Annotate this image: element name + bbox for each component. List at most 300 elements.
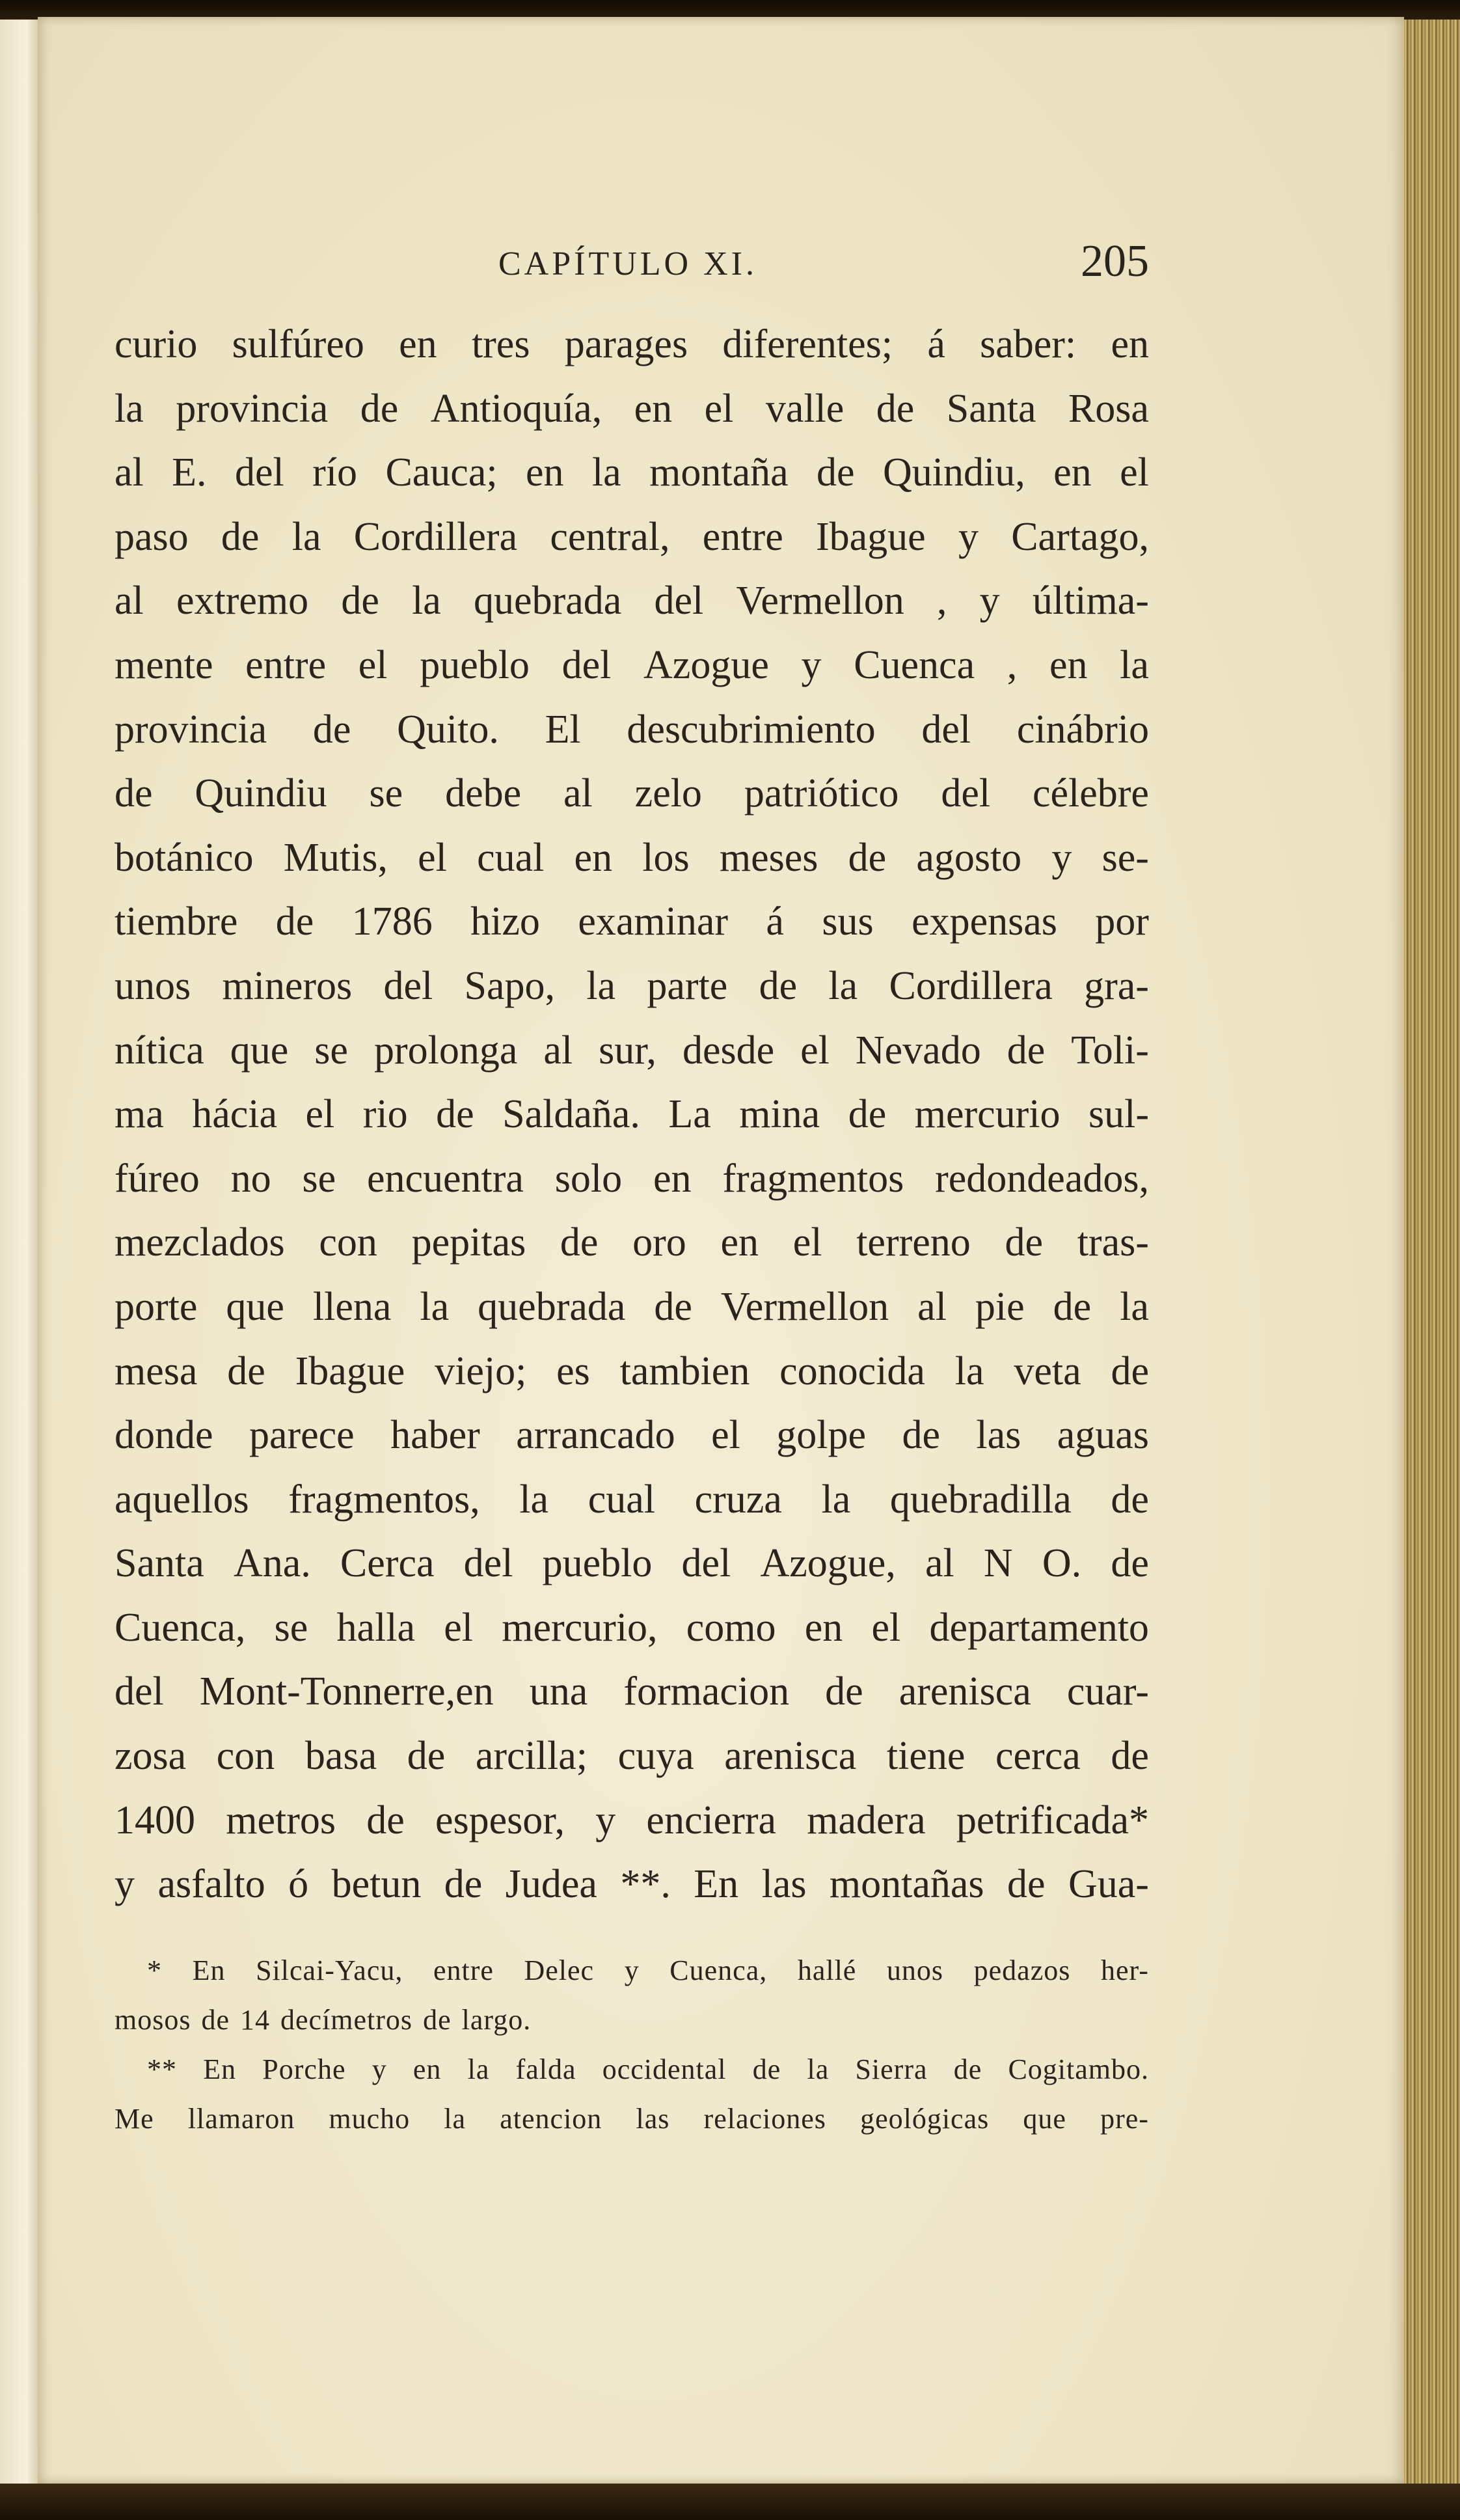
word: de xyxy=(275,899,314,944)
word: extremo xyxy=(176,579,309,623)
word: viejo; xyxy=(435,1349,527,1393)
word: desde xyxy=(682,1028,775,1073)
word: de xyxy=(312,707,351,752)
word: del xyxy=(115,1669,164,1714)
footnote-word: geológicas xyxy=(860,2103,990,2135)
word: hácia xyxy=(192,1092,278,1137)
footnote-word: Me xyxy=(115,2103,154,2135)
word: Santa xyxy=(946,386,1036,431)
word: pepitas xyxy=(411,1220,526,1265)
text-line xyxy=(115,569,1149,633)
word: del xyxy=(561,642,612,687)
word: del xyxy=(383,963,433,1008)
word: meses xyxy=(719,835,818,880)
binding-bottom xyxy=(0,2484,1460,2520)
footnote-word: y xyxy=(624,1954,640,1986)
word: de xyxy=(1111,1541,1149,1586)
word: Cerca xyxy=(340,1541,435,1586)
word: de xyxy=(759,963,798,1008)
text-line xyxy=(115,1852,1149,1917)
word: patriótico xyxy=(744,771,899,816)
word: la xyxy=(420,1284,450,1329)
word: En xyxy=(694,1862,739,1907)
word: redondeados, xyxy=(935,1156,1149,1201)
word: cuar- xyxy=(1066,1669,1149,1714)
word: montaña xyxy=(649,450,789,495)
word: departamento xyxy=(929,1605,1149,1650)
word: parages xyxy=(564,322,688,366)
page-number: 205 xyxy=(1081,236,1149,286)
word: al xyxy=(543,1028,573,1073)
word: fúreo xyxy=(115,1156,200,1201)
word: se xyxy=(274,1605,308,1650)
word: el xyxy=(1120,450,1149,495)
word: á xyxy=(766,899,784,944)
word: prolonga xyxy=(373,1028,518,1073)
word: mineros xyxy=(222,963,353,1008)
word: gra- xyxy=(1084,963,1149,1008)
footnote-word: her- xyxy=(1100,1954,1149,1986)
word: mezclados xyxy=(115,1220,285,1265)
word: en xyxy=(634,386,673,431)
word: tiene xyxy=(886,1734,966,1779)
footnote-word: y xyxy=(372,2053,387,2085)
word: el xyxy=(800,1028,830,1073)
word: Rosa xyxy=(1068,386,1149,431)
word: aguas xyxy=(1057,1413,1149,1458)
text-line xyxy=(115,1724,1149,1788)
word: encuentra xyxy=(367,1156,524,1201)
footnote-word: las xyxy=(636,2103,670,2135)
word: paso xyxy=(115,514,189,559)
word: fragmentos, xyxy=(288,1477,480,1522)
footnote-word: relaciones xyxy=(703,2103,826,2135)
word: N xyxy=(983,1541,1013,1586)
word: cruza xyxy=(694,1477,782,1522)
word: expensas xyxy=(912,899,1057,944)
word: pueblo xyxy=(542,1541,653,1586)
word: la xyxy=(1120,642,1149,687)
text-line xyxy=(115,890,1149,954)
word: á xyxy=(927,322,945,366)
word: tambien xyxy=(619,1349,750,1393)
footnote-word: de xyxy=(752,2053,781,2085)
text-line xyxy=(115,826,1149,890)
word: de xyxy=(1005,1220,1043,1265)
text-line xyxy=(115,1339,1149,1404)
footnote-word: unos xyxy=(886,1954,944,1986)
word: montañas xyxy=(829,1862,984,1907)
footnote-word: * xyxy=(147,1954,162,1986)
word: Vermellon xyxy=(720,1284,889,1329)
word: halla xyxy=(336,1605,416,1650)
text-line xyxy=(115,505,1149,569)
word: agosto xyxy=(916,835,1022,880)
footnote-word: de xyxy=(201,2004,230,2036)
word: Cauca; xyxy=(385,450,498,495)
footnote-word: hallé xyxy=(797,1954,857,1986)
word: de xyxy=(848,1092,887,1137)
footnote-word: la xyxy=(444,2103,466,2135)
footnote-word: mucho xyxy=(329,2103,411,2135)
word: por xyxy=(1095,899,1149,944)
page-header xyxy=(115,236,1149,301)
word: con xyxy=(319,1220,377,1265)
word: quebrada xyxy=(474,579,622,623)
word: y xyxy=(115,1862,135,1907)
word: Antioquía, xyxy=(430,386,602,431)
word: mercurio, xyxy=(502,1605,658,1650)
footnote-word: Delec xyxy=(524,1954,595,1986)
word: zelo xyxy=(634,771,702,816)
word: de xyxy=(825,1669,863,1714)
word: del xyxy=(681,1541,731,1586)
footnote-line xyxy=(115,2094,1149,2144)
text-line xyxy=(115,633,1149,698)
word: Santa xyxy=(115,1541,204,1586)
text-line xyxy=(115,312,1149,377)
footnote-word: de xyxy=(953,2053,982,2085)
footnote-word: largo. xyxy=(461,2004,532,2036)
word: betun xyxy=(331,1862,422,1907)
word: Cordillera xyxy=(353,514,518,559)
footnote-word: decímetros xyxy=(280,2004,413,2036)
word: de xyxy=(902,1413,940,1458)
footnote-word: ** xyxy=(147,2053,177,2085)
word: y xyxy=(595,1798,616,1842)
running-title: CAPÍTULO XI. xyxy=(498,245,757,282)
word: asfalto xyxy=(157,1862,265,1907)
footnote-word: llamaron xyxy=(187,2103,295,2135)
word: ó xyxy=(288,1862,309,1907)
word: se- xyxy=(1102,835,1149,880)
word: arenisca xyxy=(899,1669,1031,1714)
word: de xyxy=(1007,1028,1046,1073)
footnote-word: occidental xyxy=(602,2053,727,2085)
word: examinar xyxy=(578,899,728,944)
word: Vermellon xyxy=(736,579,904,623)
word: llena xyxy=(312,1284,392,1329)
word: la xyxy=(828,963,858,1008)
word: O. xyxy=(1042,1541,1082,1586)
word: y xyxy=(1051,835,1072,880)
word: saber: xyxy=(980,322,1077,366)
word: cual xyxy=(588,1477,655,1522)
footnotes xyxy=(115,1946,1149,2144)
word: E. xyxy=(172,450,207,495)
word: tiembre xyxy=(115,899,238,944)
word: en xyxy=(1111,322,1149,366)
word: las xyxy=(976,1413,1021,1458)
word: de xyxy=(876,386,915,431)
word: Ana. xyxy=(233,1541,311,1586)
word: mina xyxy=(739,1092,820,1137)
word: se xyxy=(302,1156,336,1201)
word: madera xyxy=(807,1798,926,1842)
word: espesor, xyxy=(435,1798,565,1842)
word: como xyxy=(686,1605,776,1650)
word: del xyxy=(234,450,284,495)
word: de xyxy=(360,386,399,431)
word: **. xyxy=(620,1862,671,1907)
footnote-word: mosos xyxy=(115,2004,191,2036)
text-line xyxy=(115,1147,1149,1211)
word: de xyxy=(366,1798,405,1842)
word: Nevado xyxy=(855,1028,981,1073)
word: La xyxy=(668,1092,711,1137)
word: arrancado xyxy=(516,1413,675,1458)
word: el xyxy=(711,1413,740,1458)
footnote-line xyxy=(115,1995,1149,2045)
footnote-word: que xyxy=(1023,2103,1066,2135)
word: encierra xyxy=(646,1798,777,1842)
word: cinábrio xyxy=(1016,707,1149,752)
word: quebrada xyxy=(478,1284,626,1329)
word: sul- xyxy=(1088,1092,1149,1137)
text-line xyxy=(115,1275,1149,1339)
word: 1786 xyxy=(351,899,433,944)
word: y xyxy=(958,514,979,559)
footnote-word: de xyxy=(423,2004,452,2036)
page-block-edge xyxy=(1404,20,1460,2520)
text-line xyxy=(115,1211,1149,1275)
word: del xyxy=(654,579,704,623)
word: del xyxy=(941,771,991,816)
text-line xyxy=(115,441,1149,505)
word: en xyxy=(804,1605,843,1650)
footnote-word: En xyxy=(192,1954,226,1986)
word: la xyxy=(412,579,441,623)
word: con xyxy=(216,1734,275,1779)
word: parte xyxy=(647,963,728,1008)
word: , xyxy=(1007,642,1018,687)
word: Saldaña. xyxy=(502,1092,640,1137)
word: entre xyxy=(245,642,327,687)
word: provincia xyxy=(176,386,329,431)
word: provincia xyxy=(115,707,267,752)
footnote-word: Cogitambo. xyxy=(1008,2053,1149,2085)
word: no xyxy=(230,1156,271,1201)
footnote-word: entre xyxy=(433,1954,494,1986)
word: Cordillera xyxy=(889,963,1053,1008)
word: del xyxy=(921,707,971,752)
word: central, xyxy=(550,514,670,559)
word: la xyxy=(291,514,321,559)
word: de xyxy=(221,514,260,559)
text-line xyxy=(115,698,1149,762)
word: botánico xyxy=(115,835,254,880)
word: formacion xyxy=(623,1669,790,1714)
word: ma xyxy=(115,1092,164,1137)
word: diferentes; xyxy=(722,322,893,366)
word: de xyxy=(817,450,855,495)
word: basa xyxy=(304,1734,377,1779)
footnote-word: 14 xyxy=(240,2004,271,2036)
word: tras- xyxy=(1077,1220,1149,1265)
word: la xyxy=(954,1349,984,1393)
word: Azogue xyxy=(643,642,769,687)
word: de xyxy=(227,1349,265,1393)
word: de xyxy=(341,579,379,623)
word: Ibague xyxy=(815,514,926,559)
text-line xyxy=(115,1403,1149,1468)
word: en xyxy=(399,322,437,366)
word: la xyxy=(1120,1284,1149,1329)
word: unos xyxy=(115,963,191,1008)
footnote-word: la xyxy=(807,2053,830,2085)
footnote-line xyxy=(115,1946,1149,1995)
text-line xyxy=(115,1531,1149,1596)
word: Cuenca, xyxy=(115,1605,246,1650)
word: al xyxy=(563,771,593,816)
word: cerca xyxy=(995,1734,1081,1779)
word: de xyxy=(1007,1862,1046,1907)
word: los xyxy=(642,835,690,880)
word: de xyxy=(1053,1284,1092,1329)
word: Cuenca xyxy=(854,642,975,687)
word: conocida xyxy=(779,1349,925,1393)
word: río xyxy=(312,450,358,495)
footnote-word: en xyxy=(412,2053,442,2085)
word: Judea xyxy=(505,1862,597,1907)
word: hizo xyxy=(470,899,540,944)
word: en xyxy=(653,1156,692,1201)
word: sur, xyxy=(599,1028,656,1073)
text-line xyxy=(115,1082,1149,1147)
word: pie xyxy=(975,1284,1025,1329)
text-line xyxy=(115,1788,1149,1853)
word: Cartago, xyxy=(1011,514,1149,559)
word: la xyxy=(821,1477,851,1522)
word: de xyxy=(848,835,887,880)
word: arenisca xyxy=(724,1734,857,1779)
word: oro xyxy=(632,1220,686,1265)
word: al xyxy=(115,579,144,623)
word: pueblo xyxy=(420,642,530,687)
word: el xyxy=(305,1092,335,1137)
word: de xyxy=(407,1734,446,1779)
word: al xyxy=(925,1541,954,1586)
word: y xyxy=(801,642,822,687)
word: descubrimiento xyxy=(627,707,876,752)
word: en xyxy=(574,835,613,880)
word: al xyxy=(917,1284,947,1329)
word: fragmentos xyxy=(722,1156,904,1201)
word: Mont-Tonnerre,en xyxy=(199,1669,494,1714)
word: valle xyxy=(765,386,845,431)
word: el xyxy=(358,642,388,687)
text-line xyxy=(115,1019,1149,1083)
word: mesa xyxy=(115,1349,198,1393)
body-text xyxy=(115,312,1149,1917)
word: se xyxy=(314,1028,348,1073)
text-line xyxy=(115,1596,1149,1660)
word: Azogue, xyxy=(760,1541,896,1586)
word: Mutis, xyxy=(283,835,388,880)
footnote-word: Sierra xyxy=(855,2053,928,2085)
word: la xyxy=(519,1477,549,1522)
word: , xyxy=(936,579,947,623)
word: cuya xyxy=(617,1734,694,1779)
word: de xyxy=(1111,1349,1149,1393)
footnote-word: Cuenca, xyxy=(669,1954,768,1986)
footnote-line xyxy=(115,2045,1149,2094)
footnote-word: atencion xyxy=(500,2103,602,2135)
word: Quito. xyxy=(397,707,499,752)
word: de xyxy=(444,1862,483,1907)
word: de xyxy=(560,1220,599,1265)
word: en xyxy=(526,450,564,495)
word: en xyxy=(1049,642,1088,687)
text-line xyxy=(115,1660,1149,1724)
word: solo xyxy=(554,1156,623,1201)
word: célebre xyxy=(1032,771,1149,816)
footnote-word: pre- xyxy=(1100,2103,1149,2135)
footnote-word: falda xyxy=(515,2053,576,2085)
word: el xyxy=(418,835,447,880)
word: arcilla; xyxy=(475,1734,588,1779)
word: Toli- xyxy=(1071,1028,1149,1073)
facing-page-edge xyxy=(0,0,38,2520)
word: golpe xyxy=(776,1413,867,1458)
word: del xyxy=(463,1541,513,1586)
word: las xyxy=(761,1862,807,1907)
word: última- xyxy=(1032,579,1149,623)
word: el xyxy=(792,1220,822,1265)
word: de xyxy=(436,1092,474,1137)
text-line xyxy=(115,377,1149,441)
text-line xyxy=(115,954,1149,1019)
word: de xyxy=(654,1284,692,1329)
word: y xyxy=(979,579,1000,623)
word: de xyxy=(1111,1734,1149,1779)
footnote-word: Silcai-Yacu, xyxy=(256,1954,403,1986)
word: Gua- xyxy=(1068,1862,1149,1907)
word: Quindiu xyxy=(195,771,327,816)
word: el xyxy=(871,1605,901,1650)
footnote-word: En xyxy=(203,2053,237,2085)
word: el xyxy=(704,386,734,431)
footnote-word: Porche xyxy=(262,2053,346,2085)
word: de xyxy=(115,771,153,816)
footnote-word: la xyxy=(467,2053,490,2085)
word: Quindiu, xyxy=(883,450,1025,495)
word: El xyxy=(545,707,581,752)
word: metros xyxy=(226,1798,336,1842)
word: tres xyxy=(471,322,530,366)
text-line xyxy=(115,761,1149,826)
word: aquellos xyxy=(115,1477,249,1522)
word: curio xyxy=(115,322,198,366)
word: debe xyxy=(445,771,522,816)
word: haber xyxy=(390,1413,480,1458)
word: entre xyxy=(702,514,783,559)
word: zosa xyxy=(115,1734,187,1779)
word: nítica xyxy=(115,1028,204,1073)
word: porte xyxy=(115,1284,198,1329)
word: mercurio xyxy=(914,1092,1061,1137)
word: petrificada* xyxy=(956,1798,1149,1842)
word: rio xyxy=(362,1092,408,1137)
word: en xyxy=(1053,450,1092,495)
word: una xyxy=(529,1669,588,1714)
word: donde xyxy=(115,1413,213,1458)
word: quebradilla xyxy=(889,1477,1072,1522)
word: que xyxy=(226,1284,284,1329)
word: 1400 xyxy=(115,1798,195,1842)
word: que xyxy=(230,1028,289,1073)
footnote-word: pedazos xyxy=(973,1954,1071,1986)
